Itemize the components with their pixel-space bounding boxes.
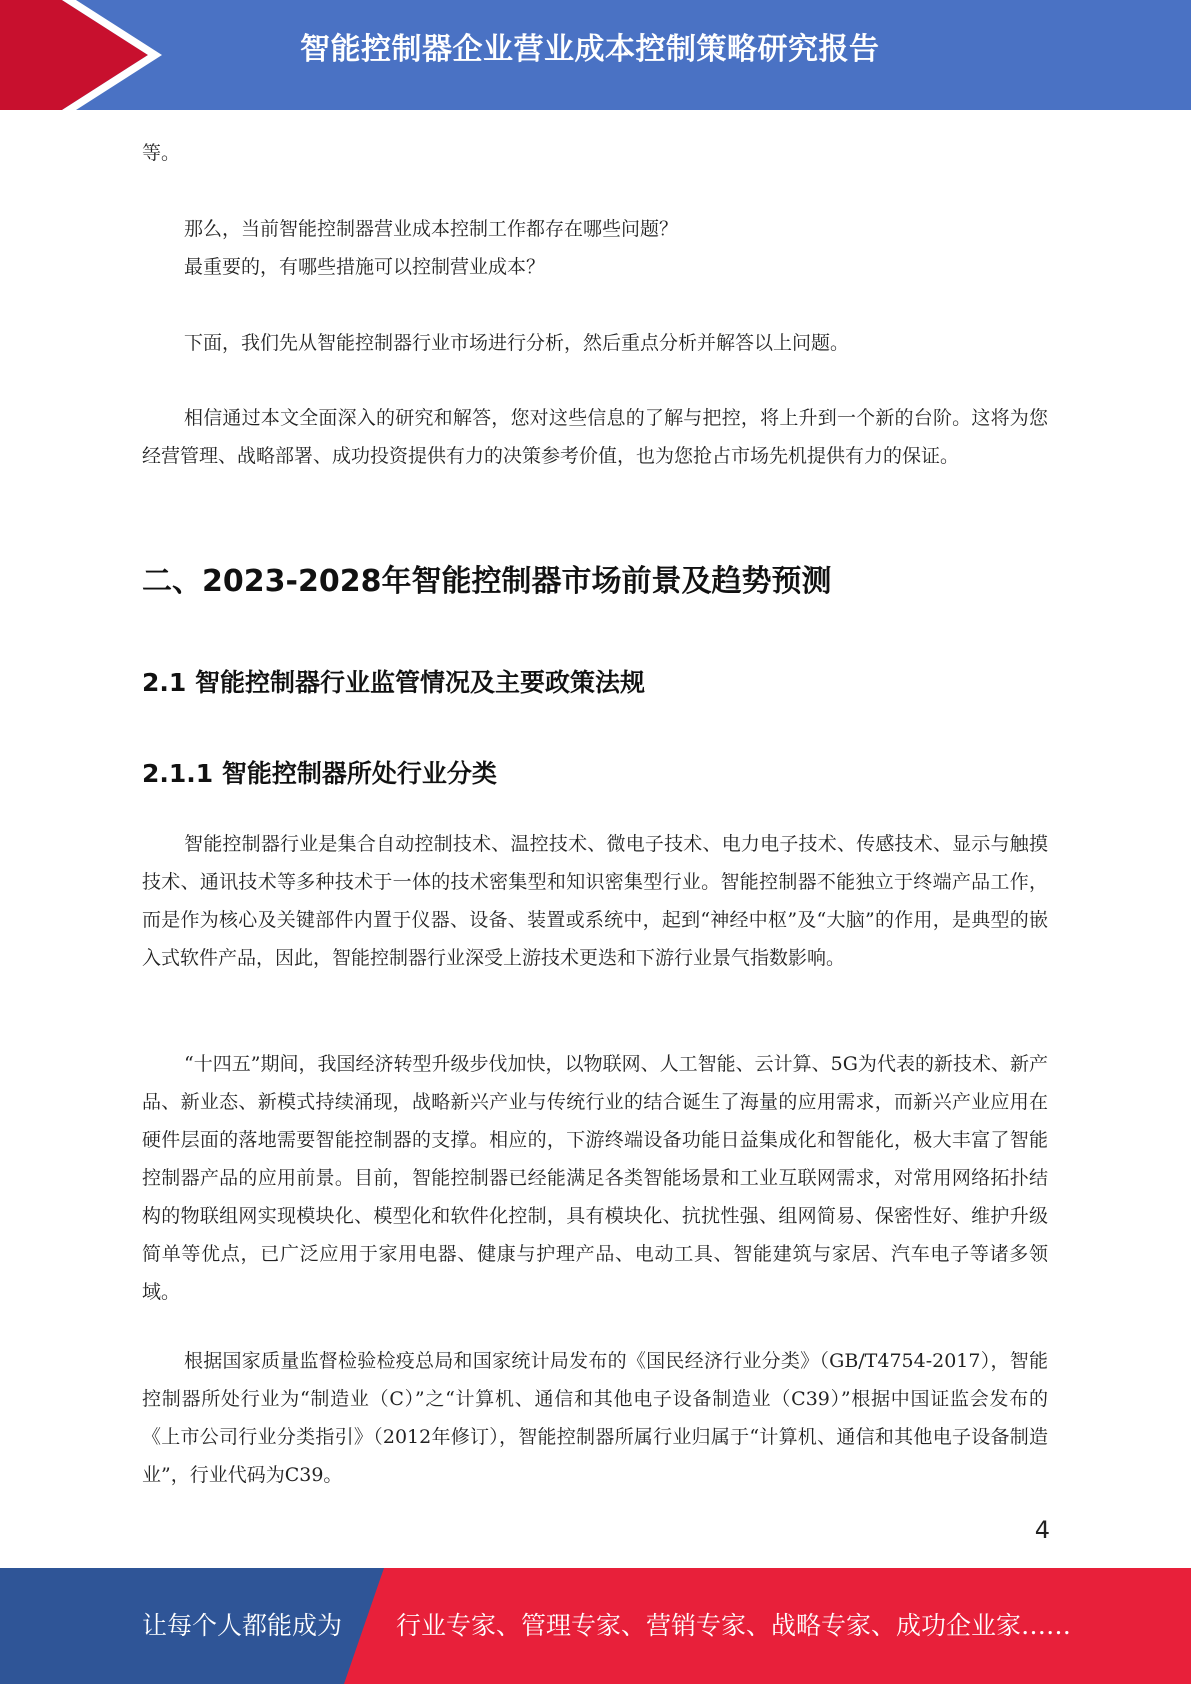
paragraph-question-1: 那么，当前智能控制器营业成本控制工作都存在哪些问题？ xyxy=(184,218,679,240)
page-header xyxy=(0,0,1191,110)
paragraph-classification: 根据国家质量监督检验检疫总局和国家统计局发布的《国民经济行业分类》（GB/T4754-2017），智能控制器所处行业为“制造业（C）”之“计算机、通信和其他电子设备制造业（C39）”根据中国证监会发布的《上市公司行业分类指引》（2012年修订），智能控制器所属行业归属于“计算机、通信和其他电子设备制造业”，行业代码为C39。 xyxy=(142,1350,1048,1486)
section-heading-2: 二、2023-2028年智能控制器市场前景及趋势预测 xyxy=(142,564,832,599)
footer-slogan-left: 让每个人都能成为 xyxy=(142,1611,343,1640)
paragraph-14th-five-year: “十四五”期间，我国经济转型升级步伐加快，以物联网、人工智能、云计算、5G为代表的新技术、新产品、新业态、新模式持续涌现，战略新兴产业与传统行业的结合诞生了海量的应用需求，而新兴产业应用在硬件层面的落地需要智能控制器的支撑。相应的，下游终端设备功能日益集成化和智能化，极大丰富了智能控制器产品的应用前景。目前，智能控制器已经能满足各类智能场景和工业互联网需求，对常用网络拓扑结构的物联组网实现模块化、模型化和软件化控制，具有模块化、抗扰性强、组网简易、保密性好、维护升级简单等优点，已广泛应用于家用电器、健康与护理产品、电动工具、智能建筑与家居、汽车电子等诸多领域。 xyxy=(142,1053,1048,1303)
subsection-heading-2-1-1: 2.1.1 智能控制器所处行业分类 xyxy=(142,759,497,788)
subsection-heading-2-1: 2.1 智能控制器行业监管情况及主要政策法规 xyxy=(142,668,645,697)
footer-slogan-right: 行业专家、管理专家、营销专家、战略专家、成功企业家…… xyxy=(396,1611,1072,1640)
paragraph-industry-definition: 智能控制器行业是集合自动控制技术、温控技术、微电子技术、电力电子技术、传感技术、显示与触摸技术、通讯技术等多种技术于一体的技术密集型和知识密集型行业。智能控制器不能独立于终端产品工作，而是作为核心及关键部件内置于仪器、设备、装置或系统中，起到“神经中枢”及“大脑”的作用，是典型的嵌入式软件产品，因此，智能控制器行业深受上游技术更迭和下游行业景气指数影响。 xyxy=(142,833,1048,969)
paragraph-intro: 下面，我们先从智能控制器行业市场进行分析，然后重点分析并解答以上问题。 xyxy=(184,332,850,354)
page-footer xyxy=(0,1568,1191,1684)
page-number: 4 xyxy=(1034,1516,1050,1544)
paragraph-value: 相信通过本文全面深入的研究和解答，您对这些信息的了解与把控，将上升到一个新的台阶。这将为您经营管理、战略部署、成功投资提供有力的决策参考价值，也为您抢占市场先机提供有力的保证。 xyxy=(142,407,1048,467)
header-title: 智能控制器企业营业成本控制策略研究报告 xyxy=(300,32,880,67)
paragraph-continuation: 等。 xyxy=(142,142,181,164)
paragraph-question-2: 最重要的，有哪些措施可以控制营业成本？ xyxy=(184,256,546,278)
